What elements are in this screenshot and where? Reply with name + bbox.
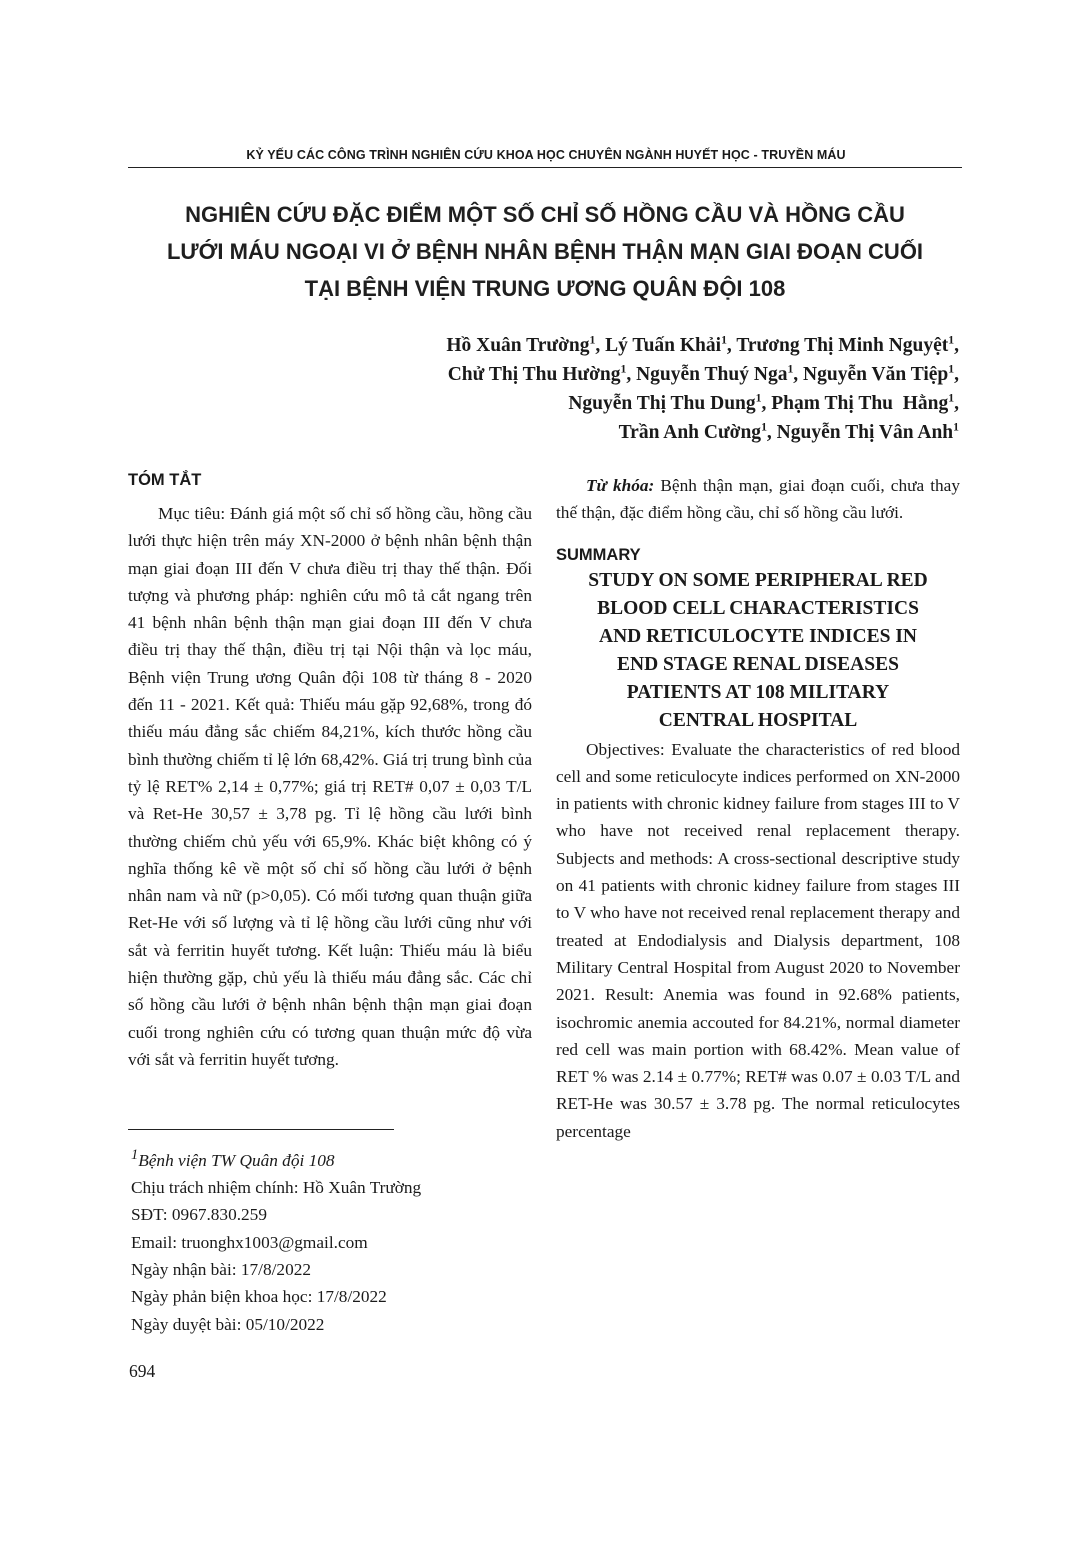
keywords xyxy=(556,472,960,527)
right-column xyxy=(556,472,960,1145)
author-name: Nguyễn Thị Thu Dung xyxy=(568,393,756,414)
english-title-line: STUDY ON SOME PERIPHERAL RED xyxy=(588,569,928,591)
title-line: NGHIÊN CỨU ĐẶC ĐIỂM MỘT SỐ CHỈ SỐ HỒNG CẦU VÀ HỒNG CẦU xyxy=(185,202,905,227)
footnote-phone: SĐT: 0967.830.259 xyxy=(131,1205,267,1225)
author-name: Hồ Xuân Trường xyxy=(446,335,590,356)
english-title-line: END STAGE RENAL DISEASES xyxy=(617,653,899,675)
author-name: Trần Anh Cường xyxy=(618,422,762,443)
author-line: Trần Anh Cường$^1$, Nguyễn Thị Vân Anh$^1$ xyxy=(618,420,959,443)
affiliation-marker: 1 xyxy=(948,333,955,347)
affiliation-marker: 1 xyxy=(589,333,596,347)
keywords-label: Từ khóa: xyxy=(586,476,655,495)
left-column xyxy=(128,468,532,1073)
affiliation-marker: 1 xyxy=(953,420,959,434)
footnote-rule xyxy=(128,1129,394,1130)
footnote-reviewed: Ngày phản biện khoa học: 17/8/2022 xyxy=(131,1287,387,1307)
page-number: 694 xyxy=(129,1361,156,1381)
keywords-text: Bệnh thận mạn, giai đoạn cuối, chưa thay thế thận, đặc điểm hồng cầu, chỉ số hồng cầu lưới. xyxy=(556,476,960,523)
affiliation-text: Bệnh viện TW Quân đội 108 xyxy=(138,1150,335,1170)
footnote-corresponding: Chịu trách nhiệm chính: Hồ Xuân Trường xyxy=(131,1178,422,1198)
author-name: Chử Thị Thu Hường xyxy=(447,364,621,385)
author-name: Nguyễn Thị Vân Anh xyxy=(776,422,954,443)
header-rule xyxy=(128,167,962,168)
author-name: Nguyễn Thuý Nga xyxy=(636,364,788,385)
summary-text: Objectives: Evaluate the characteristics of red blood cell and some reticulocyte indices performed on XN-2000 in patients with chronic kidney failure from stages III to V who have not received renal replacement therapy. Subjects and methods: A cross-sectional descriptive study on 41 patients with chronic kidney failure from stages III to V who have not received renal replacement therapy and treated at Endodialysis and Dialysis department, 108 Military Central Hospital from August 2020 to November 2021. Result: Anemia was found in 92.68% patients, isochromic anemia accouted for 84.21%, normal diameter red cell was main portion with 68.42%. Mean value of RET % was 2.14 ± 0.77%; RET# was 0.07 ± 0.03 T/L and RET-He was 30.57 ± 3.78 pg. The normal reticulocytes percentage xyxy=(556,739,960,1141)
author-name: Trương Thị Minh Nguyệt xyxy=(736,335,949,356)
author-line: Nguyễn Thị Thu Dung$^1$, Phạm Thị Thu Hằng$^1$, xyxy=(568,391,959,414)
english-title-line: CENTRAL HOSPITAL xyxy=(658,709,858,731)
title-line: TẠI BỆNH VIỆN TRUNG ƯƠNG QUÂN ĐỘI 108 xyxy=(304,276,786,301)
author-name: Nguyễn Văn Tiệp xyxy=(803,364,949,385)
author-name: Lý Tuấn Khải xyxy=(605,335,722,356)
footnote-received: Ngày nhận bài: 17/8/2022 xyxy=(131,1259,311,1279)
affiliation-marker: 1 xyxy=(131,1147,139,1163)
english-title-line: PATIENTS AT 108 MILITARY xyxy=(626,681,890,703)
running-header: KỶ YẾU CÁC CÔNG TRÌNH NGHIÊN CỨU KHOA HỌC CHUYÊN NGÀNH HUYẾT HỌC - TRUYỀN MÁU xyxy=(246,148,846,162)
english-title-line: AND RETICULOCYTE INDICES IN xyxy=(598,625,918,647)
footnote-email: Email: truonghx1003@gmail.com xyxy=(131,1232,368,1252)
affiliation-marker: 1 xyxy=(948,362,955,376)
paper-title xyxy=(128,196,962,307)
footnote-accepted: Ngày duyệt bài: 05/10/2022 xyxy=(131,1314,325,1334)
affiliation-marker: 1 xyxy=(787,362,794,376)
affiliation-marker: 1 xyxy=(948,391,955,405)
summary-heading: SUMMARY xyxy=(556,545,641,564)
affiliation-marker: 1 xyxy=(761,420,767,434)
affiliation-marker: 1 xyxy=(721,333,727,347)
author-line: Chử Thị Thu Hường$^1$, Nguyễn Thuý Nga$^1$, Nguyễn Văn Tiệp$^1$, xyxy=(447,362,959,385)
english-title-line: BLOOD CELL CHARACTERISTICS xyxy=(597,597,919,619)
title-line: LƯỚI MÁU NGOẠI VI Ở BỆNH NHÂN BỆNH THẬN MẠN GIAI ĐOẠN CUỐI xyxy=(166,239,924,264)
affiliation-marker: 1 xyxy=(755,391,762,405)
english-title xyxy=(556,567,960,735)
abstract-text: Mục tiêu: Đánh giá một số chỉ số hồng cầu, hồng cầu lưới thực hiện trên máy XN-2000 ở bệnh nhân bệnh thận mạn giai đoạn III đến V chưa điều trị thay thế thận. Đối tượng và phương pháp: nghiên cứu mô tả cắt ngang trên 41 bệnh nhân bệnh thận mạn giai đoạn III đến V chưa điều trị thay thế thận, điều trị tại Nội thận và lọc máu, Bệnh viện Trung ương Quân đội 108 từ tháng 8 - 2020 đến 11 - 2021. Kết quả: Thiếu máu gặp 92,68%, trong đó thiếu máu đẳng sắc chiếm 84,21%, kích thước hồng cầu bình thường chiếm tỉ lệ lớn 68,42%. Giá trị trung bình của tỷ lệ RET% 2,14 ± 0,77%; giá trị RET# 0,07 ± 0,03 T/L và Ret-He 30,57 ± 3,78 pg. Tỉ lệ hồng cầu lưới bình thường chiếm chủ yếu với 65,9%. Khác biệt không có ý nghĩa thống kê về một số chỉ số hồng cầu lưới ở bệnh nhân nam và nữ (p>0,05). Có mối tương quan thuận giữa Ret-He với số lượng và tỉ lệ hồng cầu lưới cũng như với sắt và ferritin huyết tương. Kết luận: Thiếu máu là biểu hiện thường gặp, chủ yếu là thiếu máu đẳng sắc. Các chỉ số hồng cầu lưới ở bệnh nhân bệnh thận mạn giai đoạn cuối trong nghiên cứu có tương quan thuận mức độ vừa với sắt và ferritin huyết tương. xyxy=(128,504,532,1069)
footnotes xyxy=(131,1142,531,1338)
footnote-affiliation xyxy=(131,1142,531,1174)
author-name: Phạm Thị Thu Hằng xyxy=(771,393,949,414)
abstract-heading: TÓM TẮT xyxy=(128,471,202,489)
author-list xyxy=(446,331,959,447)
author-line: Hồ Xuân Trường$^1$, Lý Tuấn Khải$^1$, Trương Thị Minh Nguyệt$^1$, xyxy=(446,333,959,356)
affiliation-marker: 1 xyxy=(620,362,627,376)
